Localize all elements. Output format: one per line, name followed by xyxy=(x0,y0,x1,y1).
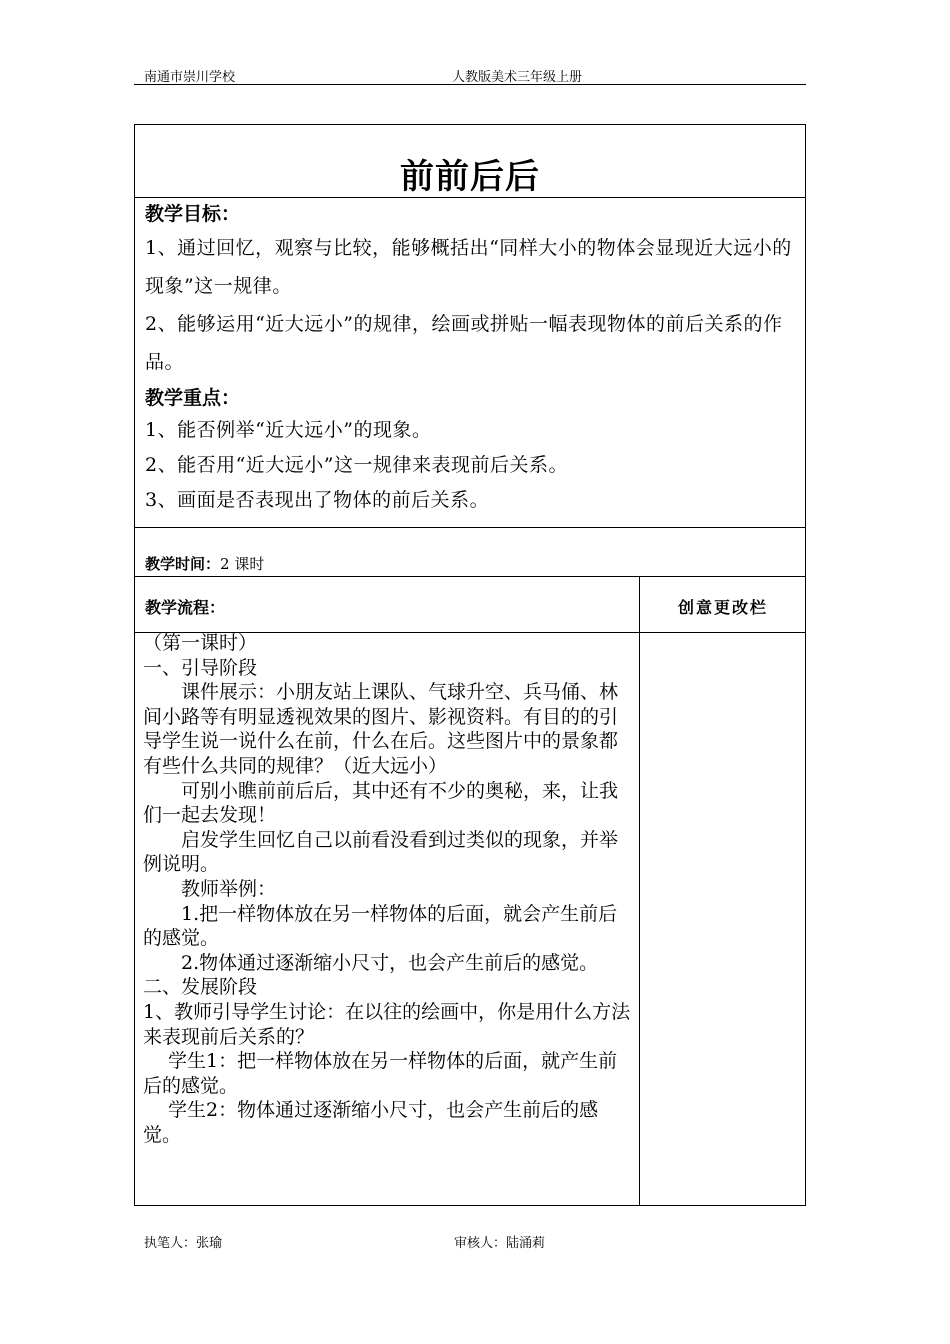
flow-line: （第一课时） xyxy=(143,632,258,654)
flow-line: 二、发展阶段 xyxy=(143,976,258,999)
flow-line: 1、教师引导学生讨论：在以往的绘画中，你是用什么方法来表现前后关系的？ xyxy=(143,1000,631,1048)
flow-line: 一、引导阶段 xyxy=(143,656,258,679)
flow-line: 启发学生回忆自己以前看没看到过类似的现象，并举例说明。 xyxy=(143,828,619,876)
key-points-heading: 教学重点： xyxy=(145,387,241,409)
objectives-heading: 教学目标： xyxy=(145,203,241,225)
column-divider xyxy=(639,576,640,1205)
flow-line: 教师举例： xyxy=(143,877,277,900)
flow-line: 可别小瞧前前后后，其中还有不少的奥秘，来，让我们一起去发现！ xyxy=(143,779,619,827)
flow-line: 学生2：物体通过逐渐缩小尺寸，也会产生前后的感觉。 xyxy=(143,1099,599,1146)
teaching-time-value: 2 课时 xyxy=(220,555,265,573)
reviewer: 审核人：陆涌莉 xyxy=(454,1236,546,1251)
objective-item: 2、能够运用“近大远小”的规律，绘画或拼贴一幅表现物体的前后关系的作品。 xyxy=(145,313,783,373)
objectives-section xyxy=(145,199,801,518)
teaching-time xyxy=(145,553,264,574)
flow-heading: 教学流程： xyxy=(145,598,226,617)
time-divider xyxy=(135,576,805,577)
flow-content xyxy=(143,631,633,1147)
teaching-time-label: 教学时间： xyxy=(145,555,221,573)
flow-line: 课件展示：小朋友站上课队、气球升空、兵马俑、林间小路等有明显透视效果的图片、影视资料。有目的的引导学生说一说什么在前，什么在后。这些图片中的景象都有些什么共同的规律？（近大远小） xyxy=(143,681,619,777)
objectives-divider xyxy=(135,527,805,528)
ideas-column-heading: 创意更改栏 xyxy=(677,598,768,617)
lesson-table xyxy=(134,124,806,1206)
flow-line: 2.物体通过逐渐缩小尺寸，也会产生前后的感觉。 xyxy=(143,951,599,974)
key-point-item: 2、能否用“近大远小”这一规律来表现前后关系。 xyxy=(145,454,569,476)
book-name: 人教版美术三年级上册 xyxy=(452,70,583,85)
page-header xyxy=(134,66,806,85)
objective-item: 1、通过回忆，观察与比较，能够概括出“同样大小的物体会显现近大远小的现象”这一规律。 xyxy=(145,237,792,297)
flow-line: 学生1：把一样物体放在另一样物体的后面，就产生前后的感觉。 xyxy=(143,1050,618,1097)
key-point-item: 3、画面是否表现出了物体的前后关系。 xyxy=(145,489,490,511)
key-point-item: 1、能否例举“近大远小”的现象。 xyxy=(145,419,432,441)
school-name: 南通市崇川学校 xyxy=(144,70,236,85)
writer: 执笔人：张瑜 xyxy=(144,1236,223,1251)
title-divider xyxy=(135,197,805,198)
lesson-title: 前前后后 xyxy=(400,157,540,197)
flow-line: 1.把一样物体放在另一样物体的后面，就会产生前后的感觉。 xyxy=(143,902,618,950)
